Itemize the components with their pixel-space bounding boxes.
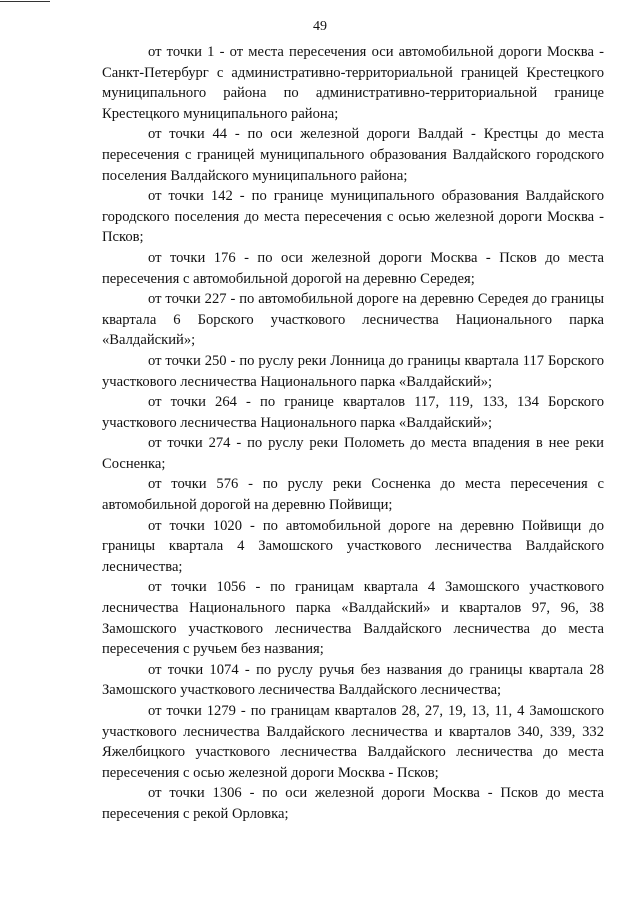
document-body: [102, 42, 604, 825]
paragraph-point-1279: от точки 1279 - по границам кварталов 28, 27, 19, 13, 11, 4 Замошского участкового лесничества Валдайского лесничества и кварталов 340, 339, 332 Яжелбицкого участкового лесничества Валдайского лесничества до места пересечения с осью железной дороги Москва - Псков;: [102, 703, 604, 781]
paragraph-point-1020: от точки 1020 - по автомобильной дороге на деревню Пойвищи до границы квартала 4 Замошского участкового лесничества Валдайского лесничества;: [102, 517, 604, 575]
paragraph-point-176: от точки 176 - по оси железной дороги Москва - Псков до места пересечения с автомобильной дорогой на деревню Середея;: [102, 249, 604, 287]
paragraph-point-274: от точки 274 - по руслу реки Полометь до места впадения в нее реки Сосненка;: [102, 435, 604, 472]
paragraph-point-1056: от точки 1056 - по границам квартала 4 Замошского участкового лесничества Национального парка «Валдайский» и кварталов 97, 96, 38 Замошского участкового лесничества Валдайского лесничества до места пересечения с ручьем без названия;: [102, 579, 604, 658]
page-number: 49: [313, 19, 327, 34]
paragraph-point-264: от точки 264 - по границе кварталов 117, 119, 133, 134 Борского участкового лесничества Национального парка «Валдайский»;: [102, 394, 604, 431]
paragraph-point-1: от точки 1 - от места пересечения оси автомобильной дороги Москва - Санкт-Петербург с административно-территориальной границей Крестецкого муниципального района по административно-территориальной границе Крестецкого муниципального района;: [102, 44, 604, 122]
paragraph-point-250: от точки 250 - по руслу реки Лонница до границы квартала 117 Борского участкового лесничества Национального парка «Валдайский»;: [102, 352, 604, 390]
paragraph-point-44: от точки 44 - по оси железной дороги Валдай - Крестцы до места пересечения с границей муниципального образования Валдайского городского поселения Валдайского муниципального района;: [102, 126, 604, 184]
paragraph-point-142: от точки 142 - по границе муниципального образования Валдайского городского поселения до места пересечения с осью железной дороги Москва - Псков;: [102, 188, 604, 246]
paragraph-point-227: от точки 227 - по автомобильной дороге на деревню Середея до границы квартала 6 Борского участкового лесничества Национального парка «Валдайский»;: [102, 291, 604, 349]
paragraph-point-1306: от точки 1306 - по оси железной дороги Москва - Псков до места пересечения с рекой Орловка;: [102, 785, 604, 822]
paragraph-point-1074: от точки 1074 - по руслу ручья без названия до границы квартала 28 Замошского участкового лесничества Валдайского лесничества;: [102, 661, 604, 699]
scan-corner-line: [0, 1, 50, 2]
paragraph-point-576: от точки 576 - по руслу реки Сосненка до места пересечения с автомобильной дорогой на деревню Пойвищи;: [102, 476, 604, 514]
